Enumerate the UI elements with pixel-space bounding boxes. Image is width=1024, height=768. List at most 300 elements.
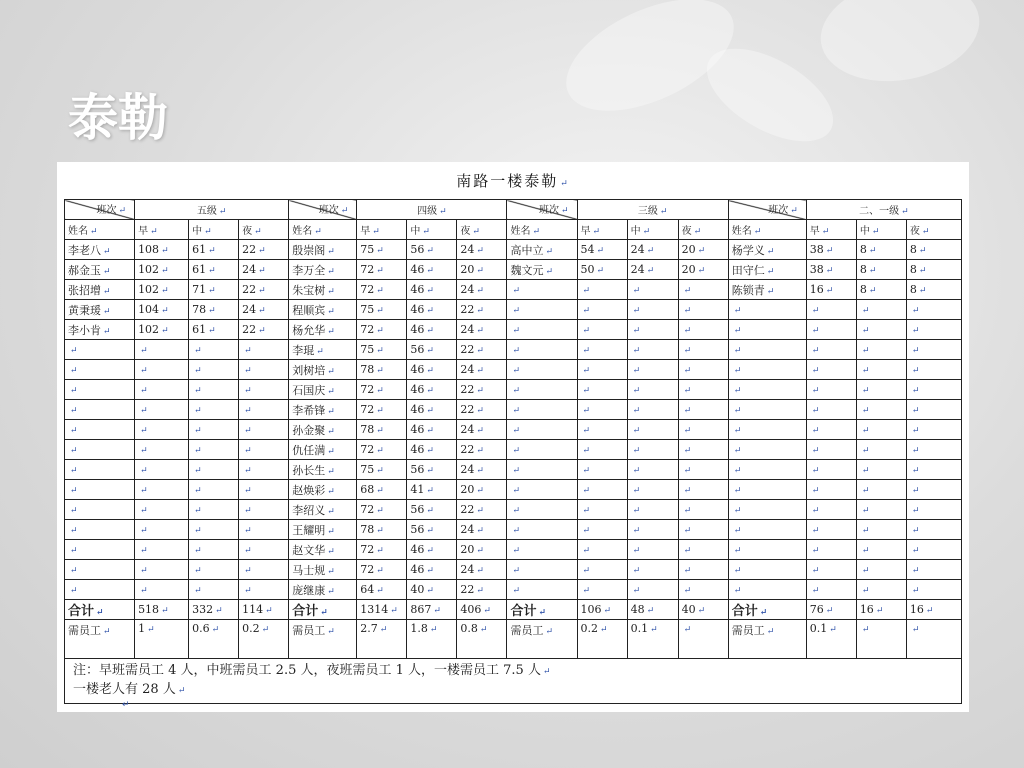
shift-value: 20 ↵ (457, 540, 507, 560)
empty-cell: ↵ (135, 380, 189, 400)
empty-cell: ↵ (65, 440, 135, 460)
employee-name: 庞继康 ↵ (289, 580, 357, 600)
shift-value: 24 ↵ (457, 320, 507, 340)
employee-name: 李希锋 ↵ (289, 400, 357, 420)
table-row (65, 580, 962, 600)
shift-header: 中 ↵ (627, 220, 678, 240)
empty-cell: ↵ (678, 340, 728, 360)
shift-value: 102 ↵ (135, 260, 189, 280)
empty-cell: ↵ (135, 580, 189, 600)
empty-cell: ↵ (678, 560, 728, 580)
empty-cell: ↵ (135, 500, 189, 520)
empty-cell: ↵ (507, 500, 577, 520)
shift-value: 46 ↵ (407, 320, 457, 340)
empty-cell: ↵ (678, 580, 728, 600)
empty-cell: ↵ (627, 300, 678, 320)
shift-value: 38 ↵ (806, 240, 856, 260)
employee-name: 李绍义 ↵ (289, 500, 357, 520)
need-staff-value: 1 ↵ (135, 620, 189, 659)
employee-name: 魏文元 ↵ (507, 260, 577, 280)
empty-cell: ↵ (627, 500, 678, 520)
employee-name: 李老八 ↵ (65, 240, 135, 260)
empty-cell: ↵ (906, 300, 961, 320)
empty-cell: ↵ (577, 360, 627, 380)
empty-cell: ↵ (906, 380, 961, 400)
shift-header: 夜 ↵ (239, 220, 289, 240)
shift-value: 22 ↵ (457, 300, 507, 320)
table-row (65, 240, 962, 260)
empty-cell: ↵ (577, 300, 627, 320)
table-row (65, 540, 962, 560)
empty-cell: ↵ (577, 320, 627, 340)
shift-value: 56 ↵ (407, 500, 457, 520)
grade-header: 四级 ↵ (357, 200, 507, 220)
empty-cell: ↵ (239, 540, 289, 560)
shift-header: 夜 ↵ (678, 220, 728, 240)
shift-value: 56 ↵ (407, 240, 457, 260)
employee-name: 殷崇阁 ↵ (289, 240, 357, 260)
employee-name: 李万全 ↵ (289, 260, 357, 280)
empty-cell: ↵ (806, 460, 856, 480)
empty-cell: ↵ (728, 560, 806, 580)
empty-cell: ↵ (806, 540, 856, 560)
shift-value: 56 ↵ (407, 520, 457, 540)
document-image (57, 162, 969, 712)
empty-cell: ↵ (806, 320, 856, 340)
empty-cell: ↵ (627, 320, 678, 340)
shift-value: 54 ↵ (577, 240, 627, 260)
need-staff-value: 0.1 ↵ (627, 620, 678, 659)
shift-value: 24 ↵ (457, 240, 507, 260)
empty-cell: ↵ (906, 520, 961, 540)
shift-value: 22 ↵ (239, 320, 289, 340)
shift-value: 22 ↵ (457, 500, 507, 520)
empty-cell: ↵ (856, 380, 906, 400)
table-row (65, 320, 962, 340)
empty-cell: ↵ (906, 540, 961, 560)
empty-cell: ↵ (65, 500, 135, 520)
table-row (65, 260, 962, 280)
empty-cell: ↵ (906, 420, 961, 440)
shift-header: 早 ↵ (135, 220, 189, 240)
empty-cell: ↵ (906, 360, 961, 380)
empty-cell: ↵ (906, 560, 961, 580)
shift-value: 56 ↵ (407, 340, 457, 360)
need-staff-value: 0.2 ↵ (239, 620, 289, 659)
employee-name: 李琨 ↵ (289, 340, 357, 360)
empty-cell: ↵ (65, 520, 135, 540)
empty-cell: ↵ (856, 480, 906, 500)
shift-value: 22 ↵ (239, 240, 289, 260)
empty-cell: ↵ (856, 540, 906, 560)
total-label: 合计 ↵ (728, 600, 806, 620)
shift-value: 24 ↵ (239, 260, 289, 280)
table-row (65, 480, 962, 500)
employee-name: 马士规 ↵ (289, 560, 357, 580)
empty-cell: ↵ (577, 380, 627, 400)
empty-cell: ↵ (507, 440, 577, 460)
grade-header: 三级 ↵ (577, 200, 728, 220)
need-staff-value: 0.1 ↵ (806, 620, 856, 659)
total-value: 40 ↵ (678, 600, 728, 620)
paragraph-mark: ↵ (122, 700, 130, 710)
empty-cell: ↵ (65, 540, 135, 560)
empty-cell: ↵ (856, 420, 906, 440)
slide-title: 泰勒 (68, 89, 168, 147)
empty-cell: ↵ (806, 520, 856, 540)
empty-cell: ↵ (239, 460, 289, 480)
total-value: 406 ↵ (457, 600, 507, 620)
empty-cell: ↵ (239, 420, 289, 440)
empty-cell: ↵ (627, 540, 678, 560)
shift-value: 61 ↵ (189, 240, 239, 260)
empty-cell: ↵ (627, 480, 678, 500)
empty-cell: ↵ (728, 540, 806, 560)
empty-cell: ↵ (627, 440, 678, 460)
shift-value: 8 ↵ (906, 260, 961, 280)
empty-cell: ↵ (189, 420, 239, 440)
shift-value: 61 ↵ (189, 320, 239, 340)
empty-cell: ↵ (728, 360, 806, 380)
total-value: 76 ↵ (806, 600, 856, 620)
empty-cell: ↵ (507, 420, 577, 440)
need-staff-value: 2.7 ↵ (357, 620, 407, 659)
shift-value: 46 ↵ (407, 420, 457, 440)
shift-value: 24 ↵ (457, 360, 507, 380)
empty-cell: ↵ (65, 460, 135, 480)
empty-cell: ↵ (189, 460, 239, 480)
empty-cell: ↵ (906, 460, 961, 480)
empty-cell: ↵ (189, 520, 239, 540)
shift-value: 20 ↵ (678, 240, 728, 260)
employee-name: 刘树培 ↵ (289, 360, 357, 380)
empty-cell: ↵ (856, 400, 906, 420)
employee-name: 仇任满 ↵ (289, 440, 357, 460)
shift-value: 56 ↵ (407, 460, 457, 480)
empty-cell: ↵ (906, 480, 961, 500)
header-diagonal-cell: 班次 ↵ (728, 200, 806, 220)
employee-name: 黄秉瑗 ↵ (65, 300, 135, 320)
empty-cell: ↵ (189, 340, 239, 360)
empty-cell: ↵ (65, 560, 135, 580)
shift-value: 78 ↵ (357, 420, 407, 440)
background-leaf-decoration (813, 0, 988, 93)
shift-value: 46 ↵ (407, 300, 457, 320)
table-row (65, 280, 962, 300)
empty-cell: ↵ (239, 340, 289, 360)
empty-cell: ↵ (135, 360, 189, 380)
empty-cell: ↵ (507, 520, 577, 540)
shift-value: 72 ↵ (357, 500, 407, 520)
empty-cell: ↵ (906, 400, 961, 420)
shift-value: 75 ↵ (357, 240, 407, 260)
empty-cell: ↵ (678, 420, 728, 440)
empty-cell: ↵ (856, 300, 906, 320)
table-row (65, 300, 962, 320)
empty-cell: ↵ (65, 340, 135, 360)
table-row (65, 560, 962, 580)
empty-cell: ↵ (239, 520, 289, 540)
empty-cell: ↵ (577, 580, 627, 600)
need-staff-label: 需员工 ↵ (507, 620, 577, 659)
empty-cell: ↵ (189, 560, 239, 580)
empty-cell: ↵ (906, 500, 961, 520)
empty-cell: ↵ (806, 300, 856, 320)
empty-cell: ↵ (627, 580, 678, 600)
total-value: 1314 ↵ (357, 600, 407, 620)
employee-name: 赵文华 ↵ (289, 540, 357, 560)
shift-value: 108 ↵ (135, 240, 189, 260)
empty-cell: ↵ (806, 580, 856, 600)
empty-cell: ↵ (189, 540, 239, 560)
shift-header: 中 ↵ (189, 220, 239, 240)
table-row (65, 460, 962, 480)
empty-cell: ↵ (239, 480, 289, 500)
empty-cell: ↵ (577, 420, 627, 440)
empty-cell: ↵ (135, 480, 189, 500)
empty-cell: ↵ (678, 480, 728, 500)
empty-cell: ↵ (728, 580, 806, 600)
empty-cell: ↵ (135, 400, 189, 420)
empty-cell: ↵ (507, 320, 577, 340)
shift-value: 41 ↵ (407, 480, 457, 500)
shift-value: 22 ↵ (457, 340, 507, 360)
employee-name: 程顺宾 ↵ (289, 300, 357, 320)
total-value: 332 ↵ (189, 600, 239, 620)
empty-cell: ↵ (507, 360, 577, 380)
empty-cell: ↵ (507, 400, 577, 420)
empty-cell: ↵ (728, 340, 806, 360)
empty-cell: ↵ (239, 400, 289, 420)
grade-header: 五级 ↵ (135, 200, 289, 220)
empty-cell: ↵ (507, 580, 577, 600)
empty-cell: ↵ (189, 400, 239, 420)
empty-cell: ↵ (627, 420, 678, 440)
empty-cell: ↵ (806, 380, 856, 400)
empty-cell: ↵ (239, 360, 289, 380)
shift-value: 72 ↵ (357, 280, 407, 300)
empty-cell: ↵ (728, 480, 806, 500)
total-value: 106 ↵ (577, 600, 627, 620)
empty-cell: ↵ (856, 500, 906, 520)
shift-value: 24 ↵ (627, 260, 678, 280)
empty-cell: ↵ (806, 360, 856, 380)
employee-name: 杨学义 ↵ (728, 240, 806, 260)
header-diagonal-cell: 班次 ↵ (65, 200, 135, 220)
shift-value: 46 ↵ (407, 380, 457, 400)
shift-value: 22 ↵ (457, 400, 507, 420)
empty-cell: ↵ (856, 360, 906, 380)
empty-cell: ↵ (189, 580, 239, 600)
empty-cell: ↵ (627, 340, 678, 360)
empty-cell: ↵ (239, 580, 289, 600)
shift-value: 16 ↵ (806, 280, 856, 300)
shift-value: 104 ↵ (135, 300, 189, 320)
employee-name: 陈锁青 ↵ (728, 280, 806, 300)
shift-value: 72 ↵ (357, 380, 407, 400)
empty-cell: ↵ (135, 420, 189, 440)
empty-cell: ↵ (856, 560, 906, 580)
employee-name: 田守仁 ↵ (728, 260, 806, 280)
empty-cell: ↵ (806, 440, 856, 460)
shift-value: 78 ↵ (357, 360, 407, 380)
shift-value: 24 ↵ (457, 280, 507, 300)
empty-cell: ↵ (507, 560, 577, 580)
empty-cell: ↵ (135, 440, 189, 460)
empty-cell: ↵ (678, 500, 728, 520)
table-row (65, 520, 962, 540)
empty-cell: ↵ (627, 460, 678, 480)
empty-cell: ↵ (728, 520, 806, 540)
shift-value: 72 ↵ (357, 540, 407, 560)
empty-cell: ↵ (577, 440, 627, 460)
note-text: 注：早班需员工 4 人，中班需员工 2.5 人，夜班需员工 1 人，一楼需员工 7.5 人 ↵ 一楼老人有 28 人 ↵ (65, 659, 962, 704)
empty-cell: ↵ (189, 360, 239, 380)
employee-name: 孙金聚 ↵ (289, 420, 357, 440)
total-value: 518 ↵ (135, 600, 189, 620)
table-row (65, 420, 962, 440)
total-value: 867 ↵ (407, 600, 457, 620)
shift-value: 20 ↵ (678, 260, 728, 280)
empty-cell: ↵ (507, 380, 577, 400)
empty-cell: ↵ (678, 440, 728, 460)
shift-value: 24 ↵ (457, 520, 507, 540)
empty-cell: ↵ (678, 320, 728, 340)
empty-cell: ↵ (507, 460, 577, 480)
table-row (65, 340, 962, 360)
shift-value: 8 ↵ (856, 240, 906, 260)
empty-cell: ↵ (65, 400, 135, 420)
shift-value: 72 ↵ (357, 560, 407, 580)
empty-cell: ↵ (189, 500, 239, 520)
employee-name: 朱宝树 ↵ (289, 280, 357, 300)
empty-cell: ↵ (577, 560, 627, 580)
empty-cell: ↵ (507, 480, 577, 500)
empty-cell: ↵ (678, 400, 728, 420)
shift-value: 68 ↵ (357, 480, 407, 500)
need-staff-label: 需员工 ↵ (65, 620, 135, 659)
roster-table (64, 199, 962, 704)
empty-cell: ↵ (627, 400, 678, 420)
empty-cell: ↵ (906, 320, 961, 340)
empty-cell: ↵ (577, 280, 627, 300)
shift-value: 46 ↵ (407, 400, 457, 420)
empty-cell: ↵ (135, 340, 189, 360)
empty-cell: ↵ (189, 380, 239, 400)
shift-value: 22 ↵ (457, 380, 507, 400)
total-value: 114 ↵ (239, 600, 289, 620)
employee-name: 赵焕彩 ↵ (289, 480, 357, 500)
employee-name: 李小肯 ↵ (65, 320, 135, 340)
empty-cell: ↵ (728, 500, 806, 520)
empty-cell: ↵ (678, 300, 728, 320)
need-staff-label: 需员工 ↵ (728, 620, 806, 659)
total-value: 16 ↵ (906, 600, 961, 620)
employee-name: 孙长生 ↵ (289, 460, 357, 480)
shift-value: 24 ↵ (457, 460, 507, 480)
empty-cell: ↵ (728, 440, 806, 460)
empty-cell: ↵ (65, 380, 135, 400)
need-staff-value: ↵ (678, 620, 728, 659)
total-label: 合计 ↵ (65, 600, 135, 620)
empty-cell: ↵ (806, 480, 856, 500)
empty-cell: ↵ (678, 460, 728, 480)
employee-name: 杨允华 ↵ (289, 320, 357, 340)
shift-value: 102 ↵ (135, 320, 189, 340)
name-header: 姓名 ↵ (65, 220, 135, 240)
empty-cell: ↵ (806, 340, 856, 360)
shift-value: 78 ↵ (357, 520, 407, 540)
empty-cell: ↵ (806, 400, 856, 420)
empty-cell: ↵ (856, 440, 906, 460)
shift-value: 75 ↵ (357, 300, 407, 320)
shift-header: 早 ↵ (357, 220, 407, 240)
empty-cell: ↵ (507, 280, 577, 300)
shift-header: 夜 ↵ (457, 220, 507, 240)
shift-value: 20 ↵ (457, 260, 507, 280)
table-row (65, 400, 962, 420)
shift-value: 64 ↵ (357, 580, 407, 600)
shift-value: 46 ↵ (407, 540, 457, 560)
empty-cell: ↵ (906, 440, 961, 460)
empty-cell: ↵ (135, 560, 189, 580)
shift-value: 46 ↵ (407, 360, 457, 380)
empty-cell: ↵ (856, 520, 906, 540)
empty-cell: ↵ (627, 560, 678, 580)
empty-cell: ↵ (678, 280, 728, 300)
shift-value: 78 ↵ (189, 300, 239, 320)
need-staff-value: 0.2 ↵ (577, 620, 627, 659)
shift-value: 72 ↵ (357, 260, 407, 280)
shift-value: 72 ↵ (357, 400, 407, 420)
empty-cell: ↵ (728, 420, 806, 440)
shift-header: 夜 ↵ (906, 220, 961, 240)
name-header: 姓名 ↵ (507, 220, 577, 240)
empty-cell: ↵ (678, 520, 728, 540)
empty-cell: ↵ (627, 280, 678, 300)
empty-cell: ↵ (577, 520, 627, 540)
need-staff-label: 需员工 ↵ (289, 620, 357, 659)
empty-cell: ↵ (239, 440, 289, 460)
shift-value: 72 ↵ (357, 440, 407, 460)
shift-value: 102 ↵ (135, 280, 189, 300)
shift-value: 75 ↵ (357, 340, 407, 360)
empty-cell: ↵ (678, 540, 728, 560)
empty-cell: ↵ (577, 400, 627, 420)
empty-cell: ↵ (906, 580, 961, 600)
need-staff-value: 0.6 ↵ (189, 620, 239, 659)
total-value: 48 ↵ (627, 600, 678, 620)
employee-name: 石国庆 ↵ (289, 380, 357, 400)
empty-cell: ↵ (906, 340, 961, 360)
shift-value: 46 ↵ (407, 260, 457, 280)
shift-value: 50 ↵ (577, 260, 627, 280)
total-value: 16 ↵ (856, 600, 906, 620)
shift-value: 8 ↵ (906, 240, 961, 260)
header-diagonal-cell: 班次 ↵ (507, 200, 577, 220)
empty-cell: ↵ (577, 500, 627, 520)
name-header: 姓名 ↵ (289, 220, 357, 240)
grade-header: 二、一级 ↵ (806, 200, 961, 220)
empty-cell: ↵ (239, 500, 289, 520)
shift-value: 22 ↵ (239, 280, 289, 300)
shift-value: 40 ↵ (407, 580, 457, 600)
empty-cell: ↵ (65, 580, 135, 600)
empty-cell: ↵ (577, 480, 627, 500)
shift-value: 22 ↵ (457, 440, 507, 460)
shift-value: 22 ↵ (457, 580, 507, 600)
empty-cell: ↵ (65, 360, 135, 380)
